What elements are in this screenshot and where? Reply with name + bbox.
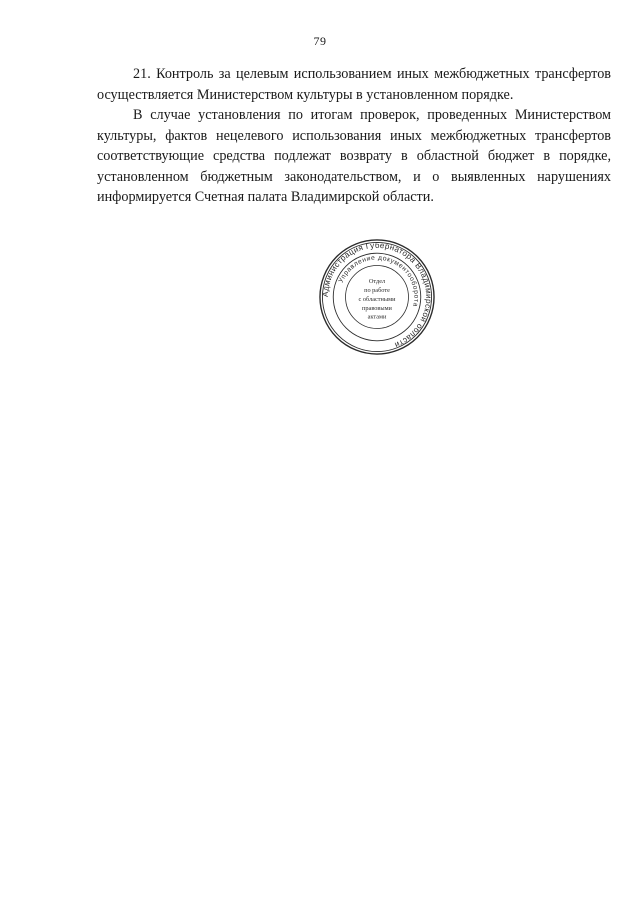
seal-center-line: правовыми [362,304,392,312]
seal-inner-text: Управление документооборота [337,254,420,308]
seal-center-line: по работе [364,287,390,295]
seal-outer-text: Администрация Губернатора Владимирской области [320,240,434,350]
seal-center-line: актами [367,313,387,321]
document-body [97,64,611,208]
page-number: 79 [313,34,327,48]
seal-center-line: Отдел [368,278,386,286]
seal-icon [318,238,436,356]
paragraph-violations: В случае установления по итогам проверок, проведенных Министерством культуры, фактов нецелевого использования иных межбюджетных трансфертов соответствующие средства подлежат возврату в областной бюджет в порядке, установленном бюджетным законодательством, и о выявленных нарушениях информируется Счетная палата Владимирской области. [97,107,611,205]
paragraph-clause-21: 21. Контроль за целевым использованием иных межбюджетных трансфертов осуществляется Министерством культуры в установленном порядке. [97,66,611,103]
official-seal-stamp [318,238,436,356]
seal-center-line: с областными [358,295,396,303]
